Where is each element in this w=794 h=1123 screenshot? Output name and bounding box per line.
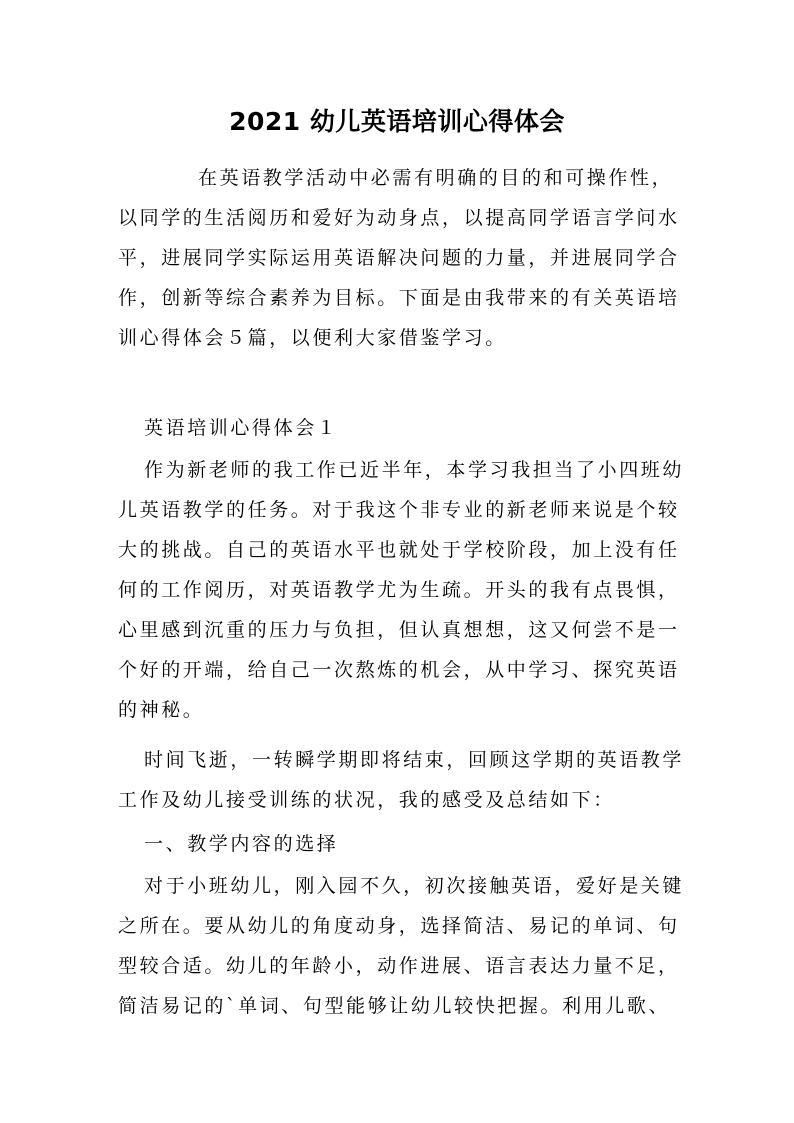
text-line: 平，进展同学实际运用英语解决问题的力量，并进展同学合 [118,247,680,269]
subheading: 一、教学内容的选择 [144,833,339,855]
text-line: 以同学的生活阅历和爱好为动身点，以提高同学语言学问水 [118,207,680,229]
document-title: 2021 幼儿英语培训心得体会 [229,107,565,136]
intro-paragraph [118,158,678,358]
text-line: 作为新老师的我工作已近半年，本学习我担当了小四班幼 [144,459,685,481]
paragraph-1 [118,450,685,730]
text-line: 工作及幼儿接受训练的状况，我的感受及总结如下： [118,789,615,811]
text-line: 何的工作阅历，对英语教学尤为生疏。开头的我有点畏惧， [118,579,680,601]
text-line: 简洁易记的`单词、句型能够让幼儿较快把握。利用儿歌、 [118,995,671,1017]
section-heading: 英语培训心得体会１ [144,417,339,439]
text-line: 在英语教学活动中必需有明确的目的和可操作性， [198,167,674,189]
text-line: 的神秘。 [118,699,205,721]
text-line: 训心得体会５篇，以便利大家借鉴学习。 [118,327,507,349]
text-line: 大的挑战。自己的英语水平也就处于学校阶段，加上没有任 [118,539,680,561]
text-line: 儿英语教学的任务。对于我这个非专业的新老师来说是个较 [118,499,680,521]
text-line: 作，创新等综合素养为目标。下面是由我带来的有关英语培 [118,287,680,309]
text-line: 之所在。要从幼儿的角度动身，选择简洁、易记的单词、句 [118,915,680,937]
text-line: 个好的开端，给自己一次熬炼的机会，从中学习、探究英语 [118,659,680,681]
text-line: 时间飞逝，一转瞬学期即将结束，回顾这学期的英语教学 [144,749,685,771]
paragraph-3 [118,866,685,1026]
text-line: 对于小班幼儿，刚入园不久，初次接触英语，爱好是关键 [144,875,685,897]
text-line: 心里感到沉重的压力与负担，但认真想想，这又何尝不是一 [118,619,680,641]
paragraph-2 [118,740,685,820]
text-line: 型较合适。幼儿的年龄小，动作进展、语言表达力量不足， [118,955,680,977]
